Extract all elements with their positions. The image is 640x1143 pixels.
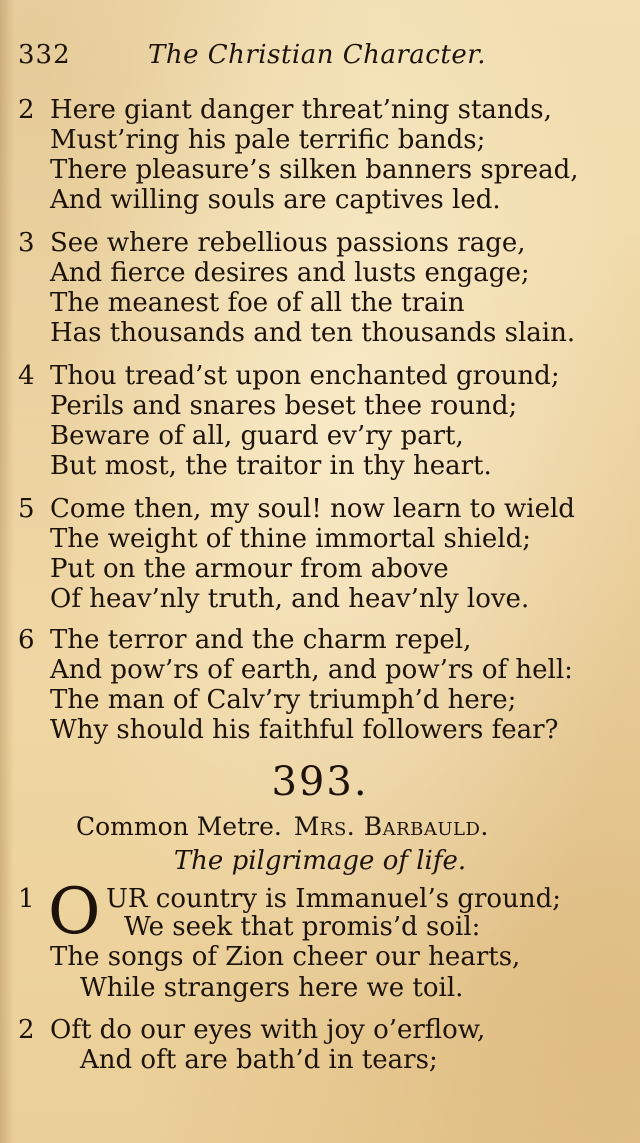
verse-line: The meanest foe of all the train bbox=[50, 288, 465, 318]
verse-line: But most, the traitor in thy heart. bbox=[50, 451, 492, 481]
drop-capital: O bbox=[48, 875, 101, 949]
verse-line: The weight of thine immortal shield; bbox=[50, 524, 531, 554]
stanza-number: 4 bbox=[18, 361, 35, 391]
running-head bbox=[18, 40, 618, 80]
verse-line: UR country is Immanuel’s ground; bbox=[106, 884, 561, 914]
verse-line: And fierce desires and lusts engage; bbox=[50, 258, 530, 288]
spine-shadow bbox=[0, 0, 14, 1143]
verse-line: See where rebellious passions rage, bbox=[50, 228, 526, 258]
verse-line: Perils and snares beset thee round; bbox=[50, 391, 518, 421]
verse-line: While strangers here we toil. bbox=[80, 973, 464, 1003]
verse-line: Beware of all, guard ev’ry part, bbox=[50, 421, 464, 451]
verse-line: There pleasure’s silken banners spread, bbox=[50, 155, 579, 185]
hymn-title: The pilgrimage of life. bbox=[173, 846, 467, 876]
verse-line: Must’ring his pale terrific bands; bbox=[50, 125, 486, 155]
verse-line: And oft are bath’d in tears; bbox=[80, 1045, 438, 1075]
verse-line: Put on the armour from above bbox=[50, 554, 449, 584]
stanza-number: 3 bbox=[18, 228, 35, 258]
metre-label: Common Metre. bbox=[76, 812, 282, 841]
verse-line: And pow’rs of earth, and pow’rs of hell: bbox=[50, 655, 573, 685]
verse-line: Here giant danger threat’ning stands, bbox=[50, 95, 552, 125]
verse-line: And willing souls are captives led. bbox=[50, 185, 501, 215]
stanza-number: 5 bbox=[18, 494, 35, 524]
verse-line: The man of Calv’ry triumph’d here; bbox=[50, 685, 517, 715]
verse-line: Of heav’nly truth, and heav’nly love. bbox=[50, 584, 530, 614]
verse-line: Thou tread’st upon enchanted ground; bbox=[50, 361, 560, 391]
verse-line: Why should his faithful followers fear? bbox=[50, 715, 559, 745]
verse-line: Oft do our eyes with joy o’erflow, bbox=[50, 1015, 486, 1045]
hymn-number: 393. bbox=[271, 759, 369, 805]
verse-line: The terror and the charm repel, bbox=[50, 625, 472, 655]
page-number: 332 bbox=[18, 40, 71, 70]
verse-line: We seek that promis’d soil: bbox=[124, 912, 481, 942]
stanza-number: 2 bbox=[18, 1015, 35, 1045]
stanza-number: 2 bbox=[18, 95, 35, 125]
stanza-number: 1 bbox=[18, 884, 35, 914]
hymn-metre-line bbox=[76, 812, 489, 842]
verse-line: Has thousands and ten thousands slain. bbox=[50, 318, 576, 348]
running-title: The Christian Character. bbox=[148, 40, 487, 70]
verse-line: The songs of Zion cheer our hearts, bbox=[50, 942, 521, 972]
stanza-number: 6 bbox=[18, 625, 35, 655]
verse-line: Come then, my soul! now learn to wield bbox=[50, 494, 575, 524]
author-name: Mrs. Barbauld. bbox=[293, 812, 489, 841]
